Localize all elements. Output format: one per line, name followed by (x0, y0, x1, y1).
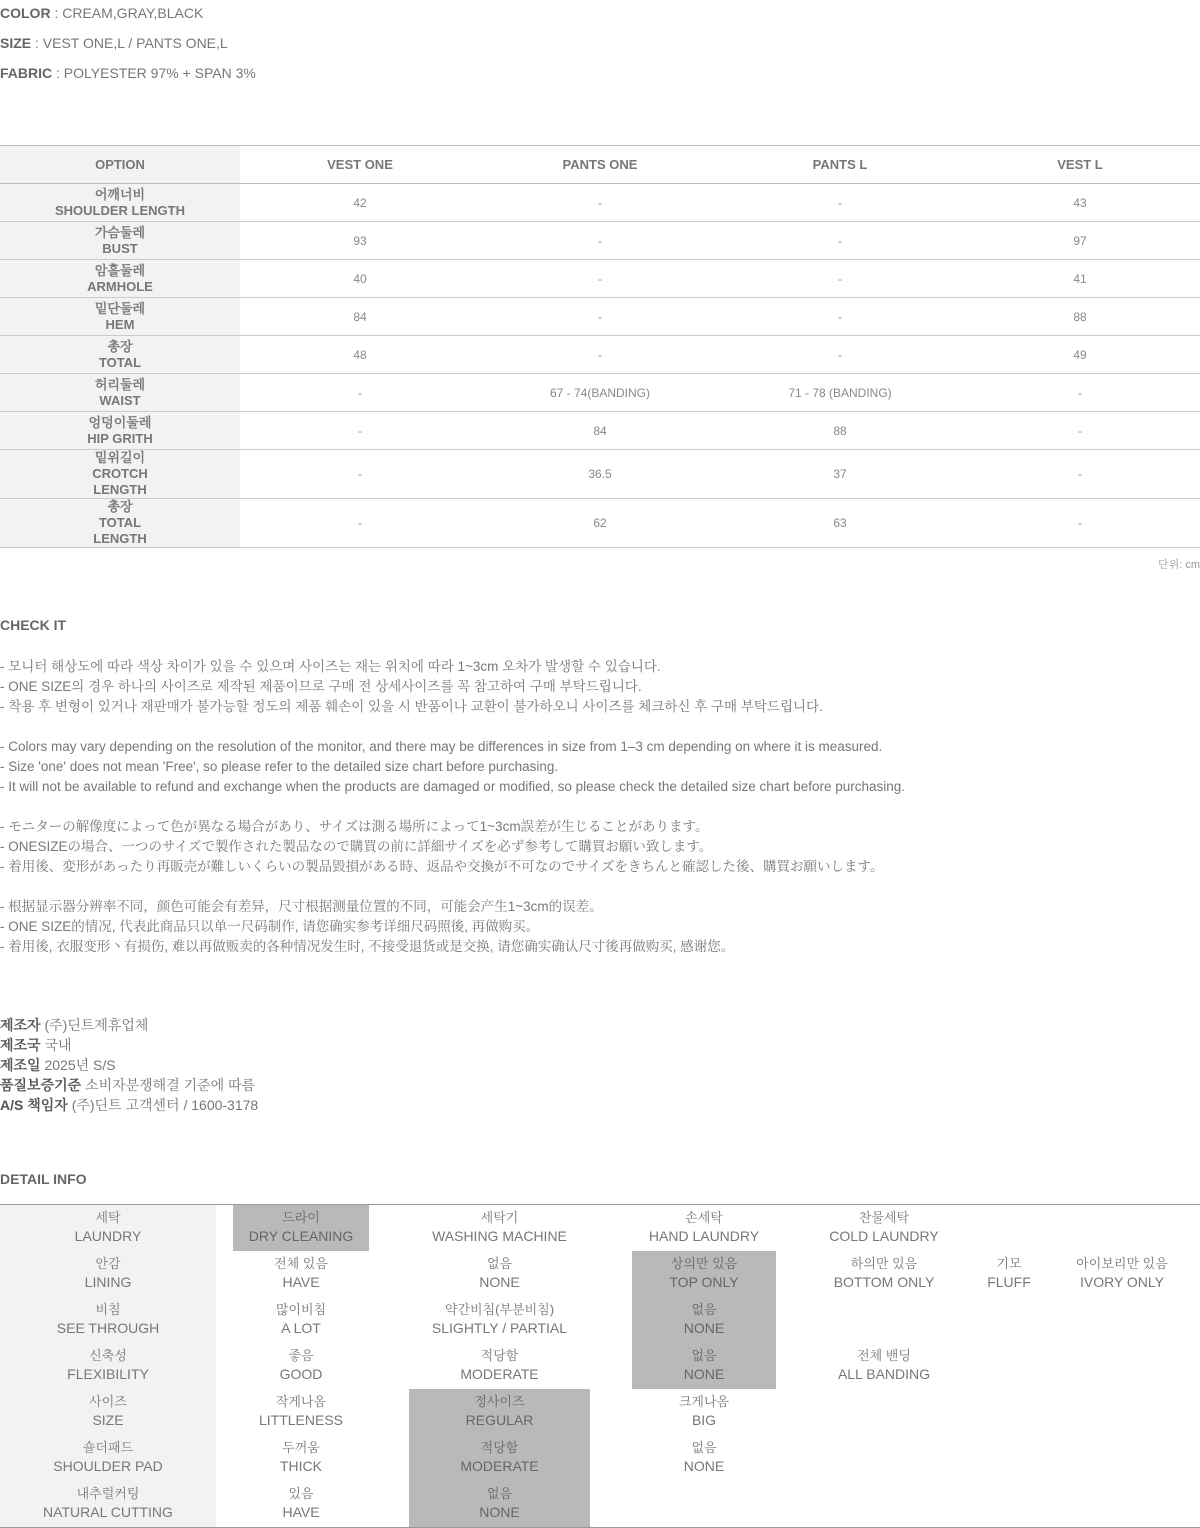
detail-option-en: REGULAR (465, 1412, 534, 1428)
size-value-cell: - (480, 336, 720, 374)
row-label (0, 298, 240, 336)
detail-info-table (0, 1204, 1200, 1528)
size-table-row (0, 336, 1200, 374)
detail-option (233, 1435, 369, 1481)
size-value-cell: - (720, 184, 960, 222)
maker-info-value: 소비자분쟁해결 기준에 따름 (81, 1077, 256, 1093)
size-value-cell: 48 (240, 336, 480, 374)
detail-label-ko: 사이즈 (89, 1394, 127, 1409)
detail-option-en: GOOD (279, 1366, 323, 1382)
detail-option-ko: 세탁기 (480, 1210, 519, 1225)
row-label-en: ARMHOLE (87, 278, 153, 294)
detail-option (632, 1205, 776, 1251)
size-value-cell: - (480, 222, 720, 260)
detail-option (632, 1435, 776, 1481)
detail-option-en: NONE (683, 1320, 725, 1336)
size-value-cell: 37 (720, 450, 960, 499)
detail-option-ko: 작게나옴 (275, 1394, 327, 1409)
detail-row-label (0, 1343, 216, 1389)
size-value-cell: 42 (240, 184, 480, 222)
detail-option-ko: 드라이 (282, 1210, 320, 1225)
detail-label-en: NATURAL CUTTING (43, 1504, 173, 1520)
detail-option-en: MODERATE (460, 1458, 539, 1474)
row-label-ko: 밑단둘레 (94, 300, 146, 316)
detail-option-en: LITTLENESS (258, 1412, 344, 1428)
size-table-row (0, 450, 1200, 499)
size-value-cell: - (960, 374, 1200, 412)
row-label-ko: 어깨너비 (94, 186, 146, 202)
detail-option-ko: 아이보리만 있음 (1076, 1256, 1168, 1271)
size-value-cell: 63 (720, 499, 960, 548)
detail-option (409, 1251, 590, 1297)
detail-option-ko: 하의만 있음 (850, 1256, 918, 1271)
check-it-line: - ONE SIZE의 경우 하나의 사이즈로 제작된 제품이므로 구매 전 상세사이즈를 꼭 참고하여 구매 부탁드립니다. (0, 679, 642, 694)
size-table-row (0, 412, 1200, 450)
detail-option-selected (632, 1343, 776, 1389)
detail-option (409, 1205, 590, 1251)
size-value-cell: 93 (240, 222, 480, 260)
detail-option-ko: 크게나옴 (678, 1394, 730, 1409)
detail-option-en: COLD LAUNDRY (829, 1228, 939, 1244)
spec-value: : CREAM,GRAY,BLACK (50, 5, 204, 21)
row-label-en: BUST (102, 240, 138, 256)
size-value-cell: 41 (960, 260, 1200, 298)
check-it-line: - 착용 후 변형이 있거나 재판매가 불가능할 정도의 제품 훼손이 있을 시 반품이나 교환이 불가하오니 사이즈를 체크하신 후 구매 부탁드립니다. (0, 699, 823, 714)
detail-label-en: FLEXIBILITY (67, 1366, 149, 1382)
detail-option-en: NONE (683, 1458, 725, 1474)
row-label-ko: 암홀둘레 (94, 262, 146, 278)
maker-info-line (0, 1075, 255, 1095)
row-label (0, 499, 240, 548)
detail-option-en: NONE (479, 1274, 520, 1290)
size-table-header (0, 146, 1200, 184)
detail-option (233, 1297, 369, 1343)
check-it-line: - Size 'one' does not mean 'Free', so please refer to the detailed size chart before purchasing. (0, 759, 559, 774)
detail-option (409, 1343, 590, 1389)
detail-label-en: LAUNDRY (74, 1228, 142, 1244)
size-value-cell: 84 (240, 298, 480, 336)
detail-option (233, 1251, 369, 1297)
size-value-cell: 71 - 78 (BANDING) (720, 374, 960, 412)
size-value-cell: - (480, 184, 720, 222)
detail-option-en: MODERATE (460, 1366, 539, 1382)
detail-row-label (0, 1481, 216, 1527)
detail-option-ko: 전체 있음 (274, 1256, 328, 1271)
header-option: OPTION (0, 146, 240, 184)
check-it-line: - 根据显示器分辨率不同，颜色可能会有差异，尺寸根据测量位置的不同，可能会产生1~3cm的误差。 (0, 899, 603, 914)
detail-option-en: TOP ONLY (669, 1274, 739, 1290)
row-label-en2: LENGTH (93, 531, 147, 546)
detail-row-label (0, 1251, 216, 1297)
detail-label-ko: 세탁 (95, 1210, 121, 1225)
check-it-line: - ONESIZEの場合、一つのサイズで製作された製品なので購買の前に詳細サイズを必ず参考して購買お願い致します。 (0, 839, 713, 854)
detail-label-en: SEE THROUGH (56, 1320, 160, 1336)
row-label-ko: 총장 (107, 499, 133, 514)
detail-option-en: WASHING MACHINE (432, 1228, 567, 1244)
detail-option-en: ALL BANDING (837, 1366, 931, 1382)
detail-option-ko: 손세탁 (685, 1210, 723, 1225)
detail-option-ko: 없음 (691, 1348, 717, 1363)
size-value-cell: 49 (960, 336, 1200, 374)
detail-option-selected (632, 1251, 776, 1297)
row-label-ko: 총장 (107, 338, 133, 354)
detail-option-ko: 정사이즈 (474, 1394, 525, 1409)
maker-info-line (0, 1055, 116, 1075)
detail-option-en: A LOT (281, 1320, 321, 1336)
detail-label-en: SIZE (92, 1412, 124, 1428)
size-table-row (0, 260, 1200, 298)
spec-label: FABRIC (0, 65, 53, 81)
detail-option (790, 1251, 978, 1297)
row-label-en: TOTAL (98, 354, 142, 370)
maker-info-label: 제조일 (0, 1057, 41, 1073)
size-value-cell: 36.5 (480, 450, 720, 499)
size-table-row (0, 184, 1200, 222)
spec-value: : POLYESTER 97% + SPAN 3% (52, 65, 256, 81)
maker-info-label: 제조자 (0, 1017, 41, 1033)
row-label-en: HEM (105, 316, 135, 332)
size-value-cell: 67 - 74(BANDING) (480, 374, 720, 412)
detail-option-ko: 없음 (486, 1486, 513, 1501)
unit-label: 단위: cm (1157, 559, 1200, 571)
size-value-cell: - (480, 298, 720, 336)
row-label-ko: 허리둘레 (94, 376, 146, 392)
size-table (0, 145, 1200, 548)
detail-label-ko: 비침 (95, 1302, 121, 1317)
detail-option (1045, 1251, 1199, 1297)
size-value-cell: 88 (720, 412, 960, 450)
row-label (0, 412, 240, 450)
size-value-cell: 62 (480, 499, 720, 548)
detail-option-en: HAVE (282, 1274, 320, 1290)
size-value-cell: 97 (960, 222, 1200, 260)
maker-info-label: A/S 책임자 (0, 1097, 68, 1113)
row-label (0, 260, 240, 298)
row-label-en2: LENGTH (93, 482, 147, 497)
size-table-row (0, 298, 1200, 336)
detail-option (790, 1343, 978, 1389)
detail-option-selected (409, 1435, 590, 1481)
detail-option-ko: 없음 (691, 1440, 717, 1455)
detail-option-selected (233, 1205, 369, 1251)
detail-info-title: DETAIL INFO (0, 1171, 87, 1187)
check-it-line: - ONE SIZE的情况, 代表此商品只以单一尺码制作, 请您确实参考详细尺码照後, 再做购买。 (0, 919, 540, 934)
detail-option (812, 1205, 956, 1251)
detail-option-ko: 두꺼움 (282, 1440, 320, 1455)
row-label-en: WAIST (99, 392, 141, 408)
detail-option-en: BIG (691, 1412, 717, 1428)
size-value-cell: 88 (960, 298, 1200, 336)
row-label-ko: 엉덩이둘레 (88, 414, 152, 430)
size-table-row (0, 374, 1200, 412)
header-vest-l: VEST L (960, 146, 1200, 184)
detail-option (233, 1343, 369, 1389)
size-value-cell: - (960, 499, 1200, 548)
size-table-row (0, 499, 1200, 548)
detail-option-ko: 없음 (486, 1256, 513, 1271)
check-it-line: - It will not be available to refund and exchange when the products are damaged or modified, so please check the detailed size chart before purchasing. (0, 779, 906, 794)
maker-info-line (0, 1035, 72, 1055)
size-value-cell: - (720, 222, 960, 260)
detail-option-en: NONE (683, 1366, 725, 1382)
detail-option-ko: 기모 (996, 1256, 1022, 1271)
detail-row-label (0, 1389, 216, 1435)
detail-option (409, 1297, 590, 1343)
check-it-line: - 着用後, 衣服变形丶有损伤, 难以再做贩卖的各种情况发生时, 不接受退货或是交换, 请您确实确认尺寸後再做购买, 感谢您。 (0, 939, 735, 954)
size-value-cell: - (240, 374, 480, 412)
detail-option-en: THICK (280, 1458, 322, 1474)
detail-label-ko: 내추럴커팅 (76, 1486, 140, 1501)
row-label-en: HIP GRITH (87, 430, 153, 446)
check-it-title: CHECK IT (0, 617, 67, 633)
maker-info-value: 2025년 S/S (40, 1057, 116, 1073)
detail-option-ko: 적당함 (480, 1348, 519, 1363)
spec-value: : VEST ONE,L / PANTS ONE,L (31, 35, 228, 51)
size-table-row (0, 222, 1200, 260)
detail-option-ko: 적당함 (480, 1440, 519, 1455)
detail-option-ko: 찬물세탁 (858, 1210, 910, 1225)
detail-option-en: BOTTOM ONLY (833, 1274, 935, 1290)
row-label (0, 450, 240, 499)
row-label (0, 374, 240, 412)
detail-option-selected (409, 1481, 590, 1527)
detail-option-ko: 전체 밴딩 (857, 1348, 911, 1363)
detail-label-ko: 신축성 (89, 1348, 127, 1363)
spec-size (0, 35, 228, 51)
detail-option (233, 1389, 369, 1435)
detail-option-ko: 상의만 있음 (670, 1256, 738, 1271)
size-value-cell: - (240, 499, 480, 548)
size-value-cell: - (720, 298, 960, 336)
detail-option-ko: 좋음 (288, 1348, 314, 1363)
maker-info-line (0, 1015, 148, 1035)
size-value-cell: - (240, 412, 480, 450)
header-pants-l: PANTS L (720, 146, 960, 184)
detail-row-label (0, 1205, 216, 1251)
row-label (0, 336, 240, 374)
size-value-cell: - (720, 336, 960, 374)
detail-option-ko: 없음 (691, 1302, 717, 1317)
size-value-cell: - (720, 260, 960, 298)
row-label-ko: 밑위길이 (94, 450, 146, 465)
header-pants-one: PANTS ONE (480, 146, 720, 184)
detail-option-en: SLIGHTLY / PARTIAL (431, 1320, 568, 1336)
size-value-cell: - (240, 450, 480, 499)
maker-info-value: 국내 (40, 1037, 72, 1053)
detail-label-en: LINING (84, 1274, 132, 1290)
detail-option-selected (632, 1297, 776, 1343)
row-label (0, 222, 240, 260)
size-value-cell: 40 (240, 260, 480, 298)
detail-option-en: NONE (479, 1504, 520, 1520)
spec-fabric (0, 65, 256, 81)
row-label (0, 184, 240, 222)
detail-label-en: SHOULDER PAD (53, 1458, 163, 1474)
detail-row-label (0, 1435, 216, 1481)
detail-option-ko: 약간비침(부분비침) (444, 1302, 555, 1317)
maker-info-value: (주)딘트 고객센터 / 1600-3178 (67, 1097, 259, 1113)
size-value-cell: 84 (480, 412, 720, 450)
size-value-cell: - (480, 260, 720, 298)
detail-option (233, 1481, 369, 1527)
detail-row-label (0, 1297, 216, 1343)
detail-label-ko: 안감 (95, 1256, 121, 1271)
maker-info-label: 품질보증기준 (0, 1077, 82, 1093)
row-label-en: TOTAL (98, 515, 142, 530)
detail-option-en: HAVE (282, 1504, 320, 1520)
detail-option-en: DRY CLEANING (248, 1228, 354, 1244)
check-it-line: - Colors may vary depending on the resolution of the monitor, and there may be differences in size from 1–3 cm depending on where it is measured. (0, 739, 883, 754)
row-label-en: CROTCH (92, 466, 148, 481)
check-it-line: - 모니터 해상도에 따라 색상 차이가 있을 수 있으며 사이즈는 재는 위치에 따라 1~3cm 오차가 발생할 수 있습니다. (0, 659, 661, 674)
detail-option-ko: 많이비침 (275, 1302, 327, 1317)
spec-label: COLOR (0, 5, 51, 21)
detail-option (632, 1389, 776, 1435)
spec-label: SIZE (0, 35, 32, 51)
size-value-cell: - (960, 412, 1200, 450)
detail-option-en: HAND LAUNDRY (648, 1228, 760, 1244)
check-it-line: - 着用後、変形があったり再販売が難しいくらいの製品毀損がある時、返品や交換が不可なのでサイズをきちんと確認した後、購買お願いします。 (0, 859, 884, 874)
size-value-cell: 43 (960, 184, 1200, 222)
detail-option-en: IVORY ONLY (1079, 1274, 1165, 1290)
detail-option-en: FLUFF (987, 1274, 1031, 1290)
maker-info-label: 제조국 (0, 1037, 41, 1053)
spec-color (0, 5, 203, 21)
maker-info-line (0, 1095, 258, 1115)
detail-option-ko: 있음 (288, 1486, 314, 1501)
detail-label-ko: 숄더패드 (82, 1440, 134, 1455)
detail-option-selected (409, 1389, 590, 1435)
maker-info-value: (주)딘트제휴업체 (40, 1017, 149, 1033)
detail-option (980, 1251, 1038, 1297)
size-value-cell: - (960, 450, 1200, 499)
header-vest-one: VEST ONE (240, 146, 480, 184)
check-it-line: - モニターの解像度によって色が異なる場合があり、サイズは測る場所によって1~3cm誤差が生じることがあります。 (0, 819, 709, 834)
row-label-en: SHOULDER LENGTH (55, 202, 185, 218)
row-label-ko: 가슴둘레 (94, 224, 146, 240)
